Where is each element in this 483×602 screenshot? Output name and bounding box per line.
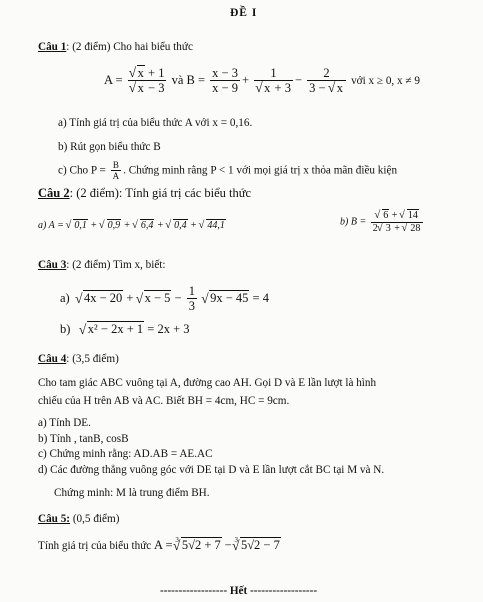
exam-title: ĐỀ I — [230, 7, 258, 19]
q1-part-c — [58, 160, 397, 182]
q3-part-b — [60, 322, 190, 338]
q1-B3 — [307, 66, 346, 96]
q2-b-rad-val: 14 — [407, 210, 418, 221]
q4-part-b: b) Tính , tanB, cosB — [38, 433, 129, 445]
q3-b-pre: b) — [60, 322, 71, 336]
q3-a-rad3 — [202, 291, 249, 307]
q5-minus: − — [224, 538, 232, 552]
q5-header — [38, 512, 119, 526]
q2-b-rad-val: 6 — [383, 210, 389, 221]
q3-a-pre: a) — [60, 290, 70, 305]
q2-a-term-rad: 0,9 — [107, 220, 121, 231]
q1-c-post: . Chứng minh rằng P < 1 với mọi giá trị x thỏa mãn điều kiện — [123, 164, 398, 177]
q3-a-frac-num: 1 — [188, 284, 195, 298]
q1-B1 — [210, 66, 240, 96]
q1-A-num: √ x + 1 — [128, 66, 167, 81]
q2-b-den: 2√ 3 + √ 28 — [371, 223, 424, 235]
q1-B2 — [254, 66, 293, 96]
q1-c-pre: c) Cho P = — [58, 164, 106, 177]
q1-label: Câu 1 — [38, 41, 67, 53]
sqrt-x — [256, 81, 271, 95]
q1-A-prefix: A = — [104, 72, 123, 87]
sqrt-x — [130, 66, 145, 80]
q3-a-frac — [187, 284, 197, 314]
q1-part-b: b) Rút gọn biểu thức B — [58, 141, 161, 153]
q2-b-rad — [378, 223, 392, 235]
q1-part-a: a) Tính giá trị của biểu thức A với x = 0,16. — [58, 117, 253, 129]
q2-a-term-rad: 6,4 — [140, 220, 154, 231]
q2-a-term — [199, 220, 226, 233]
q4-header — [38, 352, 119, 366]
sqrt-x-rad: x — [264, 81, 271, 96]
q1-B1-den: x − 9 — [212, 81, 238, 96]
sqrt-x — [329, 81, 344, 95]
q5-rad1 — [174, 538, 222, 554]
q3-a-rad3-val: 9x − 45 — [210, 290, 249, 305]
q3-a-frac-den: 3 — [188, 299, 195, 314]
q1-B3-den: 3 − √ x — [307, 81, 346, 95]
sqrt-x-rad: x — [336, 81, 343, 96]
q2-part-b — [340, 210, 425, 234]
q2-b-den-coef: 2 — [372, 222, 378, 234]
q2-a-term-rad: 0,1 — [74, 220, 87, 231]
q4-part-d: d) Các đường thẳng vuông góc với DE tại D và E lần lượt cắt BC tại M và N. — [38, 464, 385, 476]
q1-formula: A = √ x + 1 √ x − 3 và B = $\frac{x - 3}{x - 9}$ + 1 √ x + 3 − $\frac{2}{3 - √ x}$ với x ≥ 0, x ≠ 9 — [104, 66, 420, 96]
q1-B2-num: 1 — [254, 66, 293, 81]
q3-a-post: = 4 — [252, 290, 269, 305]
q2-a-term — [100, 220, 122, 233]
q1-A-den: √ x − 3 — [128, 81, 167, 95]
q2-b-rad — [402, 223, 421, 235]
footer-end: ------------------ Hết ------------------ — [160, 585, 318, 597]
q2-b-num: √ 6 + √ 14 — [371, 210, 424, 223]
q2-b-rad-val: 3 — [385, 222, 391, 234]
q5-header-text: (0,5 điểm) — [70, 513, 120, 525]
q2-header-text: : (2 điểm): Tính giá trị các biểu thức — [69, 186, 252, 200]
q2-a-term — [133, 220, 155, 233]
q1-B3-num: 2 — [307, 66, 346, 81]
q3-a-rad1 — [76, 291, 123, 307]
q2-part-a: a) A = √ 0,1 + √ 0,9 + √ 6,4 + √ 0,4 + √ 44,1 — [38, 220, 226, 233]
q3-a-rad1-val: 4x − 20 — [83, 290, 123, 305]
sqrt-x-rad: x — [137, 81, 144, 96]
q4-part-c: c) Chứng minh rằng: AD.AB = AE.AC — [38, 448, 213, 460]
q1-c-num: B — [111, 160, 122, 171]
q4-header-text: : (3,5 điểm) — [66, 353, 119, 365]
q3-part-a: a) √ 4x − 20 + √ x − 5 − $\frac{1}{3}$ √ 9x − 45 = 4 — [60, 284, 269, 314]
q2-header — [38, 186, 251, 202]
q1-and: và B = — [171, 72, 206, 87]
q4-para-1: Cho tam giác ABC vuông tại A, đường cao AH. Gọi D và E lần lượt là hình — [38, 377, 377, 389]
q1-B2-den: √ x + 3 — [254, 81, 293, 95]
q2-b-frac — [371, 210, 424, 234]
q2-a-term — [166, 220, 188, 233]
q1-header — [38, 40, 193, 54]
q2-b-rad — [375, 210, 389, 222]
q1-A-fraction — [128, 66, 167, 96]
sqrt-x — [130, 81, 145, 95]
q3-b-rad-val: x² − 2x + 1 — [87, 322, 144, 336]
q2-b-rad — [400, 210, 419, 222]
sqrt-x-rad: x — [137, 66, 144, 80]
q4-part-d2: Chứng minh: M là trung điểm BH. — [54, 487, 210, 499]
q2-a-term — [66, 220, 88, 233]
q3-label: Câu 3 — [38, 259, 67, 271]
q3-a-rad2 — [137, 291, 172, 307]
q3-b-rad — [80, 322, 144, 338]
q1-B1-num: x − 3 — [212, 66, 238, 80]
q1-condition: với x ≥ 0, x ≠ 9 — [351, 74, 420, 87]
q2-a-pre: a) A = — [38, 220, 64, 231]
q3-header-text: : (2 điểm) Tìm x, biết: — [66, 259, 166, 271]
q1-c-den: A — [112, 171, 120, 182]
q3-a-rad2-val: x − 5 — [144, 290, 171, 305]
q5-idx1: 3 — [175, 536, 179, 544]
q3-b-post: = 2x + 3 — [147, 322, 190, 336]
q3-header — [38, 258, 166, 272]
q5-label: Câu 5: — [38, 513, 71, 525]
q5-formula — [38, 538, 281, 554]
q2-b-rad-val: 28 — [410, 222, 421, 234]
q5-rad2 — [233, 538, 281, 554]
q2-a-term-rad: 0,4 — [174, 220, 187, 231]
q5-text: Tính giá trị của biểu thức — [38, 540, 152, 552]
q5-rad2-val: 5√2 − 7 — [240, 538, 280, 552]
q5-A-pre: A = — [154, 538, 173, 552]
q4-label: Câu 4 — [38, 353, 67, 365]
q1-header-text: : (2 điểm) Cho hai biểu thức — [66, 41, 193, 53]
q1-c-frac — [111, 160, 122, 182]
q5-idx2: 3 — [234, 536, 238, 544]
q4-part-a: a) Tính DE. — [38, 417, 91, 429]
q5-rad1-val: 5√2 + 7 — [181, 538, 221, 552]
q2-label: Câu 2 — [38, 186, 70, 200]
q2-b-pre: b) B = — [340, 216, 367, 228]
q2-a-term-rad: 44,1 — [207, 220, 225, 231]
q4-para-2: chiếu của H trên AB và AC. Biết BH = 4cm, HC = 9cm. — [38, 395, 290, 407]
